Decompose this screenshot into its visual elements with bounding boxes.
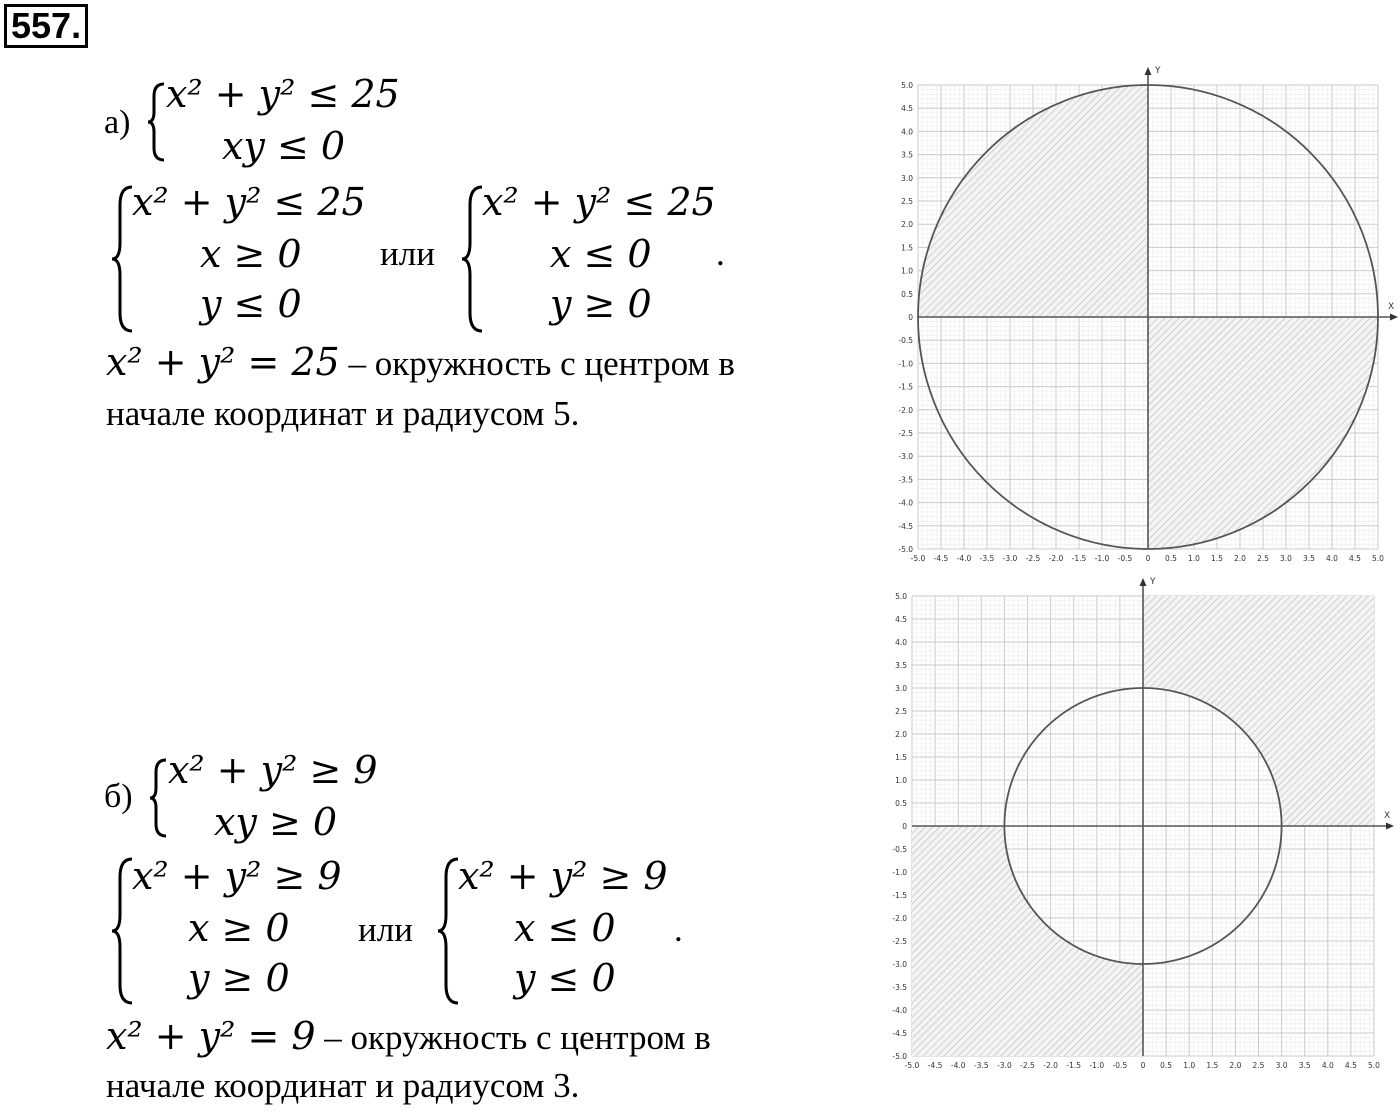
b-sysB-line1: x² + y² ≥ 9 — [458, 854, 668, 898]
x-tick-label: 0 — [1145, 554, 1151, 563]
x-axis-arrow — [1390, 314, 1398, 321]
x-tick-label: 4.0 — [1321, 1061, 1334, 1070]
a-sys1-line2: xy ≤ 0 — [222, 124, 346, 168]
x-tick-label: -4.5 — [927, 1061, 943, 1070]
x-tick-label: 2.5 — [1252, 1061, 1265, 1070]
x-tick-label: 1.0 — [1183, 1061, 1196, 1070]
a-explanation-line2: начале координат и радиусом 5. — [106, 394, 580, 433]
brace-a-sys1 — [148, 82, 168, 162]
y-tick-label: 2.0 — [901, 220, 913, 230]
y-tick-label: 0 — [902, 822, 907, 831]
y-tick-label: -3.0 — [892, 960, 907, 969]
x-tick-label: -3.0 — [997, 1061, 1012, 1070]
x-tick-label: -1.0 — [1094, 554, 1110, 563]
b-sysA-line3: y ≥ 0 — [188, 956, 290, 1000]
x-tick-label: 0.5 — [1160, 1061, 1173, 1070]
x-axis-arrow — [1386, 823, 1394, 830]
b-sys1-line2: xy ≥ 0 — [214, 800, 338, 844]
x-tick-label: 0 — [1140, 1061, 1146, 1070]
a-sysA-line1: x² + y² ≤ 25 — [132, 180, 366, 224]
y-tick-label: -4.0 — [892, 1006, 907, 1015]
brace-b-sys1 — [150, 758, 170, 838]
x-tick-label: -2.5 — [1020, 1061, 1035, 1070]
problem-number: 557. — [4, 4, 88, 48]
part-b-label: б) — [104, 778, 133, 815]
x-tick-label: 1.5 — [1211, 554, 1223, 563]
brace-a-sysB — [462, 185, 484, 333]
a-sysA-line3: y ≤ 0 — [200, 282, 302, 326]
a-sysA-line2: x ≥ 0 — [200, 232, 302, 276]
y-tick-label: -2.0 — [892, 914, 907, 923]
x-tick-label: 4.5 — [1344, 1061, 1357, 1070]
y-tick-label: -2.5 — [892, 937, 907, 946]
x-tick-label: -5.0 — [910, 554, 926, 563]
y-tick-label: 0.5 — [901, 289, 913, 299]
b-explanation-line2: начале координат и радиусом 3. — [106, 1066, 580, 1105]
b-dot: . — [674, 910, 683, 949]
y-tick-label: 2.0 — [895, 730, 907, 739]
y-tick-label: -4.5 — [892, 1029, 907, 1038]
y-tick-label: 1.0 — [895, 776, 907, 785]
a-sysB-line3: y ≥ 0 — [550, 282, 652, 326]
a-sys1-line1: x² + y² ≤ 25 — [166, 72, 400, 116]
y-tick-label: 4.0 — [895, 638, 907, 647]
x-tick-label: -0.5 — [1112, 1061, 1128, 1070]
x-tick-label: -4.0 — [956, 554, 972, 563]
y-tick-label: 2.5 — [901, 197, 913, 206]
y-axis-arrow — [1145, 67, 1152, 75]
b-explanation-line1 — [106, 1014, 711, 1058]
b-text1: – окружность с центром в — [315, 1018, 711, 1057]
a-sysB-line2: x ≤ 0 — [550, 232, 652, 276]
x-tick-label: 5.0 — [1372, 554, 1384, 563]
y-tick-label: 3.5 — [895, 661, 907, 670]
x-tick-label: -1.0 — [1089, 1061, 1105, 1070]
x-tick-label: 2.5 — [1257, 554, 1269, 563]
y-axis-label: Y — [1155, 66, 1161, 76]
y-axis-label: Y — [1150, 577, 1156, 587]
y-tick-label: 5.0 — [901, 81, 913, 90]
x-tick-label: -4.5 — [933, 554, 949, 563]
x-tick-label: -1.5 — [1071, 554, 1087, 563]
y-tick-label: -3.5 — [898, 475, 913, 485]
graph-a — [876, 62, 1400, 570]
a-eq: x² + y² = 25 — [106, 340, 340, 384]
x-tick-label: -2.5 — [1025, 554, 1041, 563]
brace-b-sysB — [438, 857, 460, 1005]
x-tick-label: 3.5 — [1298, 1061, 1311, 1070]
y-tick-label: 1.0 — [901, 266, 913, 276]
y-tick-label: 3.5 — [901, 150, 913, 160]
x-tick-label: 2.0 — [1229, 1061, 1242, 1070]
y-tick-label: 0.5 — [895, 799, 907, 808]
x-tick-label: 2.0 — [1234, 554, 1246, 563]
x-tick-label: -5.0 — [904, 1061, 920, 1070]
graph-b — [874, 574, 1400, 1074]
y-tick-label: -1.5 — [898, 382, 913, 392]
brace-a-sysA — [112, 185, 134, 333]
y-tick-label: -3.0 — [898, 452, 913, 462]
x-tick-label: -2.0 — [1048, 554, 1064, 563]
y-tick-label: -4.0 — [898, 498, 913, 508]
x-tick-label: -3.5 — [973, 1061, 989, 1070]
x-tick-label: -4.0 — [950, 1061, 966, 1070]
x-tick-label: 3.0 — [1275, 1061, 1288, 1070]
y-tick-label: 1.5 — [901, 243, 913, 253]
y-tick-label: -1.0 — [898, 359, 913, 369]
y-tick-label: -5.0 — [898, 545, 913, 554]
y-tick-label: 3.0 — [901, 173, 913, 183]
y-axis-arrow — [1140, 578, 1147, 586]
x-axis-label: X — [1388, 302, 1395, 312]
x-tick-label: 0.5 — [1165, 554, 1177, 563]
x-tick-label: -1.5 — [1066, 1061, 1082, 1070]
y-tick-label: 5.0 — [895, 592, 907, 601]
b-sys1-line1: x² + y² ≥ 9 — [168, 748, 378, 792]
y-tick-label: -1.5 — [892, 891, 907, 900]
y-tick-label: -1.0 — [892, 868, 907, 877]
x-tick-label: 3.5 — [1303, 554, 1315, 563]
y-tick-label: 4.5 — [901, 104, 913, 114]
brace-b-sysA — [112, 857, 134, 1005]
part-a-label: а) — [104, 104, 131, 141]
y-tick-label: -0.5 — [892, 845, 907, 854]
a-explanation-line1 — [106, 340, 735, 384]
b-sysA-line1: x² + y² ≥ 9 — [132, 854, 342, 898]
b-sysA-line2: x ≥ 0 — [188, 906, 290, 950]
y-tick-label: -0.5 — [898, 336, 913, 346]
y-tick-label: 4.0 — [901, 127, 913, 137]
b-or: или — [358, 910, 413, 949]
a-text1: – окружность с центром в — [339, 344, 735, 383]
x-tick-label: 1.0 — [1188, 554, 1200, 563]
a-dot: . — [716, 234, 725, 273]
y-tick-label: 3.0 — [895, 684, 907, 693]
x-tick-label: 1.5 — [1206, 1061, 1219, 1070]
shaded-quadrant-II — [918, 85, 1148, 317]
b-sysB-line2: x ≤ 0 — [514, 906, 616, 950]
x-axis-label: X — [1384, 811, 1391, 821]
x-tick-label: 4.5 — [1349, 554, 1361, 563]
y-tick-label: 4.5 — [895, 615, 907, 624]
y-tick-label: -3.5 — [892, 983, 907, 992]
x-tick-label: 3.0 — [1280, 554, 1292, 563]
y-tick-label: 1.5 — [895, 753, 907, 762]
a-or: или — [380, 234, 435, 273]
x-tick-label: -2.0 — [1043, 1061, 1058, 1070]
y-tick-label: -2.5 — [898, 429, 913, 438]
y-tick-label: 2.5 — [895, 707, 907, 716]
y-tick-label: -2.0 — [898, 405, 913, 415]
y-tick-label: -4.5 — [898, 521, 913, 531]
x-tick-label: -3.0 — [1002, 554, 1018, 563]
b-sysB-line3: y ≤ 0 — [514, 956, 616, 1000]
x-tick-label: -0.5 — [1117, 554, 1133, 563]
y-tick-label: -5.0 — [892, 1052, 907, 1061]
x-tick-label: 4.0 — [1326, 554, 1338, 563]
x-tick-label: -3.5 — [979, 554, 995, 563]
x-tick-label: 5.0 — [1368, 1061, 1380, 1070]
a-sysB-line1: x² + y² ≤ 25 — [482, 180, 716, 224]
shaded-quadrant-IV — [1148, 317, 1378, 549]
y-tick-label: 0 — [908, 313, 913, 322]
b-eq: x² + y² = 9 — [106, 1014, 316, 1058]
